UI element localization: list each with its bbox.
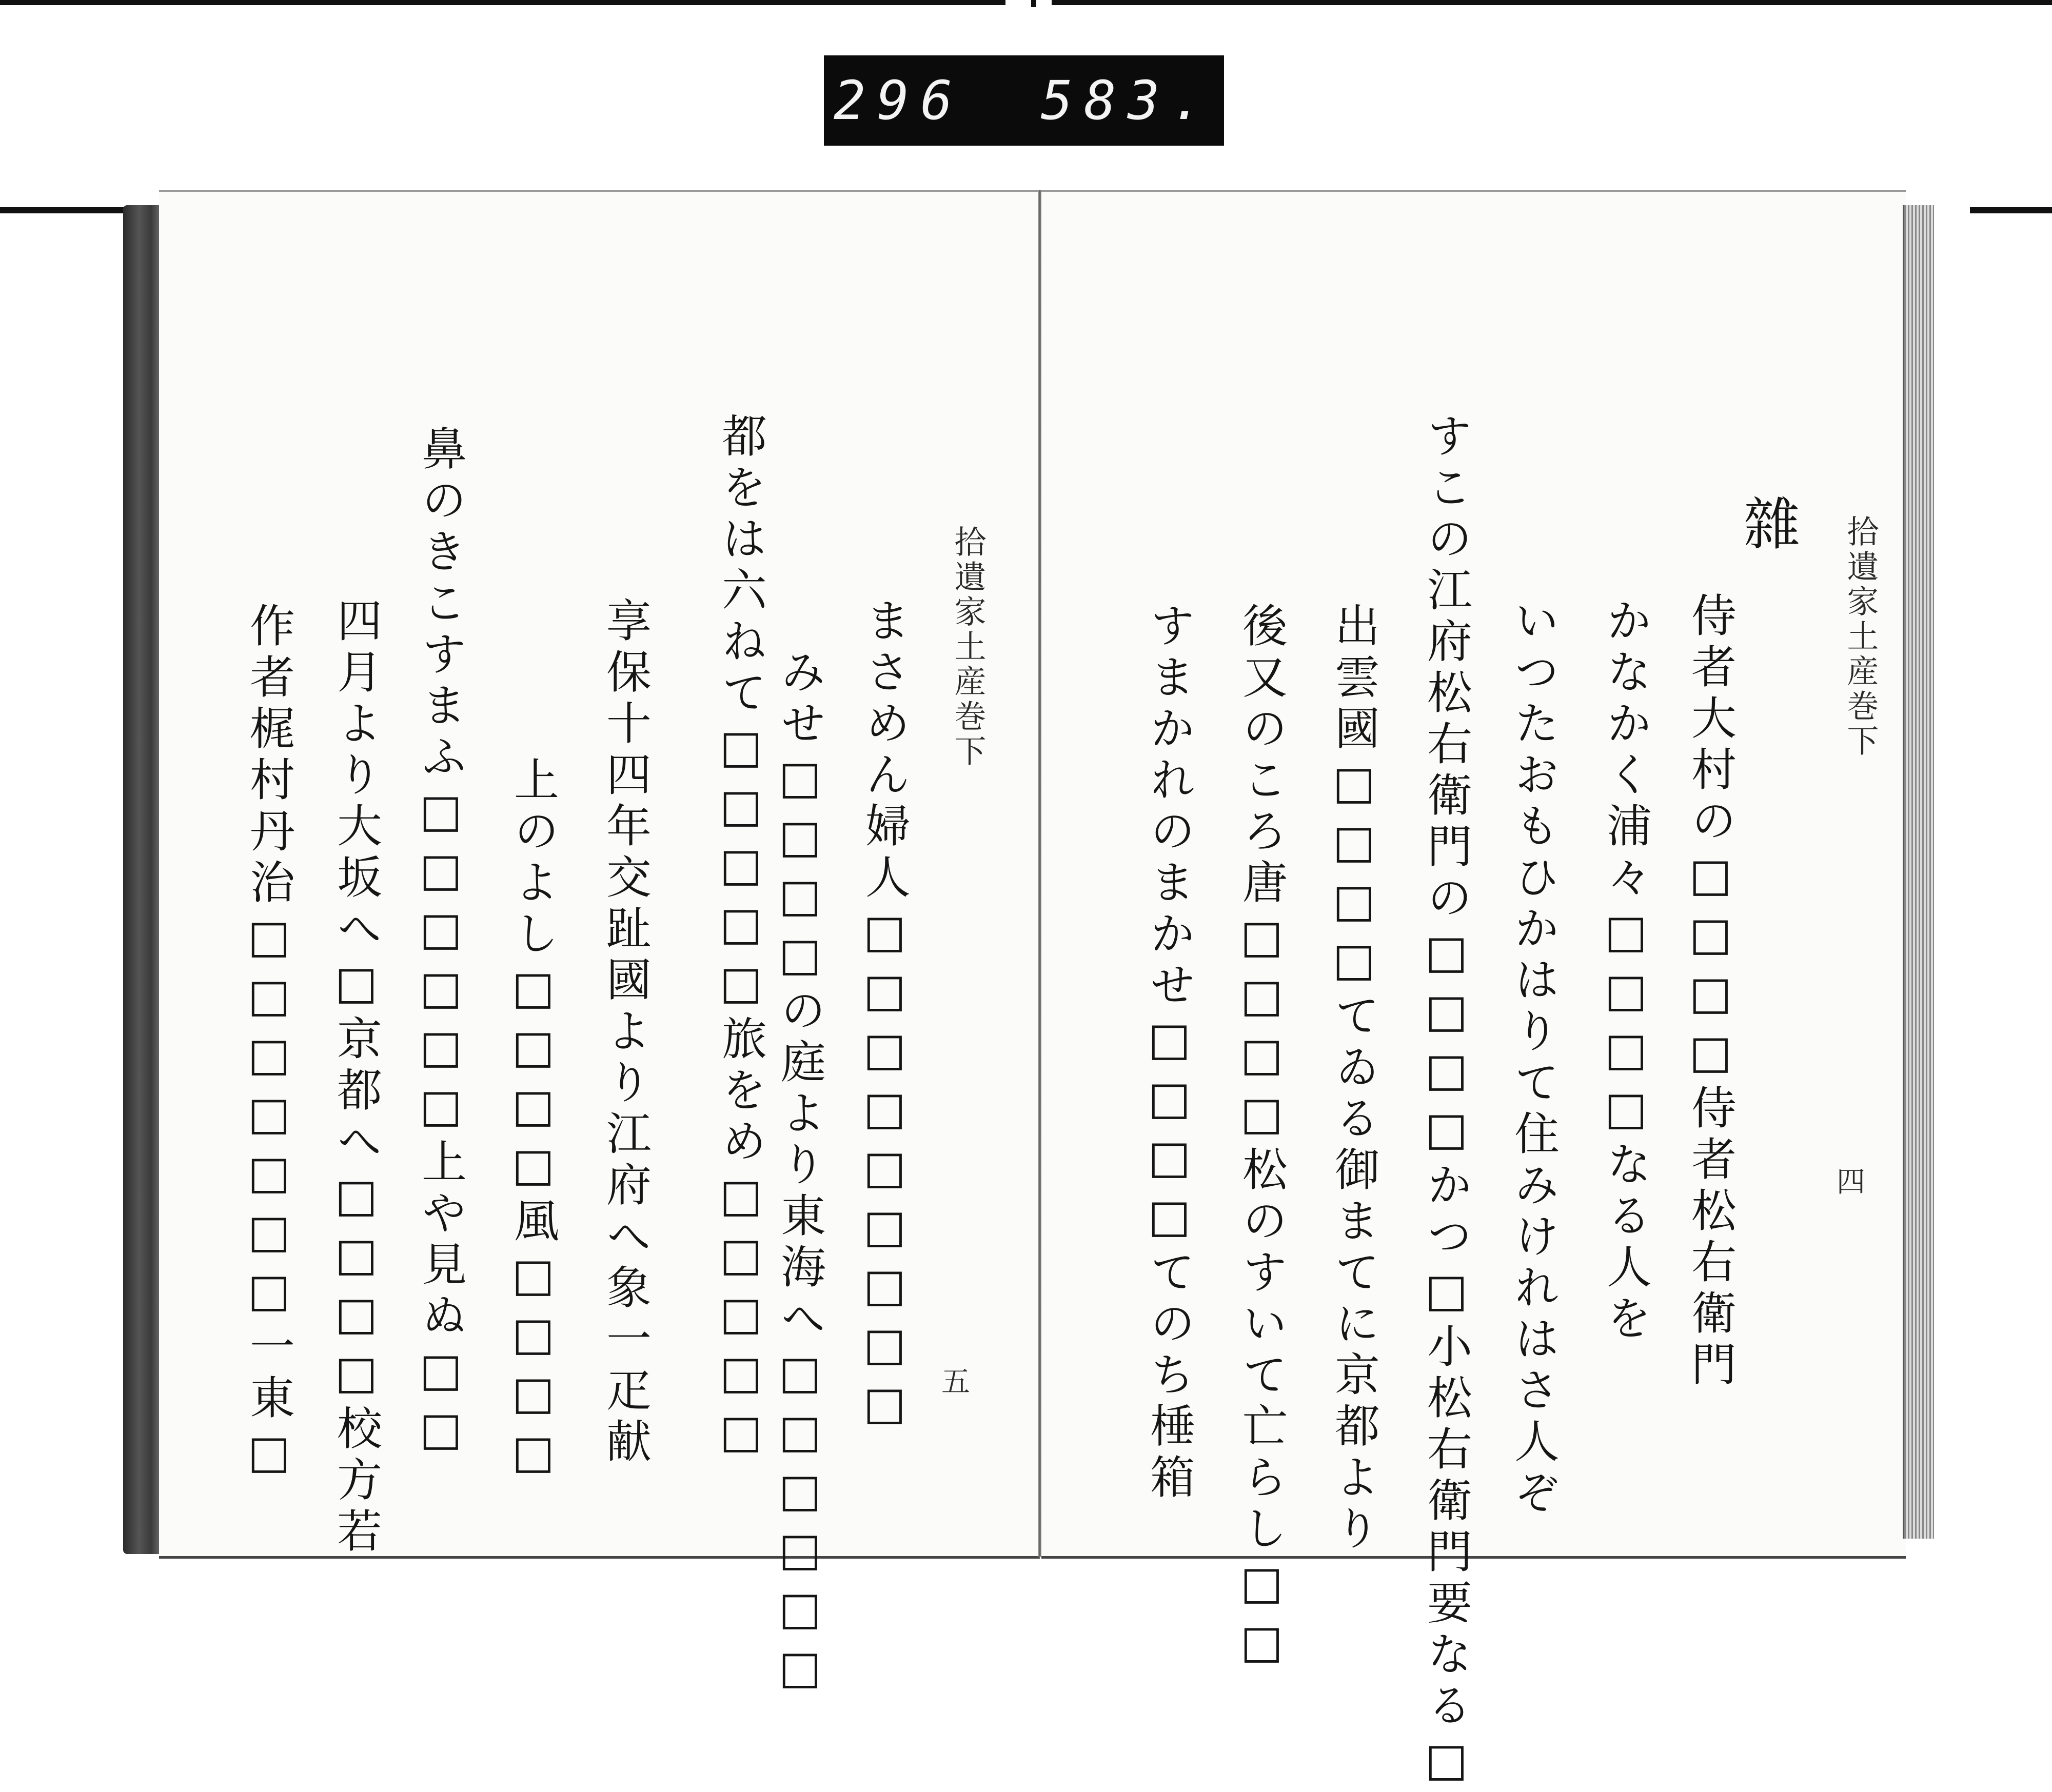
top-border-right	[1052, 0, 2052, 5]
reel-number-right: 583.	[1040, 69, 1215, 132]
right-page-line-6: 後又のころ唐□□□□松のすいて亡らし□□	[1235, 602, 1288, 1674]
top-border-left	[0, 0, 1005, 5]
left-page-line-4: 享保十四年交趾國より江府へ象一疋献	[599, 597, 652, 1469]
right-page-line-3: いつたおもひかはりて住みけれはさ人ぞ	[1507, 597, 1560, 1520]
right-page-margin-title: 拾遺家土産巻下	[1842, 515, 1879, 759]
shelf-rule-right	[1970, 207, 2052, 213]
right-page	[1041, 190, 1906, 1792]
right-page-line-1: 侍者大村の□□□□侍者松右衛門	[1684, 592, 1737, 1392]
right-page-line-7: すまかれのまかせ□□□□てのち棰箱	[1143, 602, 1196, 1505]
right-page-folio: 四	[1832, 1166, 1865, 1201]
left-page-folio: 五	[937, 1366, 970, 1401]
open-book	[123, 190, 1934, 1792]
left-page-margin-title: 拾遺家土産巻下	[949, 525, 986, 769]
right-page-line-5: 出雲國□□□□てゐる御まてに京都より	[1328, 602, 1380, 1556]
page-edges	[1903, 205, 1934, 1539]
book-spine	[123, 205, 163, 1554]
left-page-line-8: 作者梶村丹治□□□□□□□一東□	[243, 602, 295, 1484]
top-center-tick	[1031, 0, 1036, 7]
section-heading: 雜	[1734, 494, 1800, 557]
microfilm-reel-label	[824, 55, 1224, 146]
left-page-line-6: 鼻のきこすまふ□□□□□□上や見ぬ□□	[415, 425, 467, 1461]
left-page	[159, 190, 1040, 1700]
left-page-line-1: まさめん婦人□□□□□□□□□	[858, 597, 911, 1436]
left-page-line-3: 都をは六ねて□□□□□旅をめ□□□□□	[715, 412, 767, 1464]
left-page-line-7: 四月より大坂へ□京都へ□□□□校方若	[330, 597, 383, 1559]
right-page-line-2: かなかく浦々□□□□なる人を	[1600, 597, 1652, 1346]
reel-number-left: 296	[833, 69, 964, 132]
right-page-line-4: すこの江府松右衛門の□□□□かつ□小松右衛門要なる□	[1420, 412, 1473, 1792]
left-page-line-2: みせ□□□□の庭より東海へ□□□□□□	[774, 648, 826, 1700]
left-page-line-5: 上のよし□□□□風□□□□	[507, 756, 560, 1484]
